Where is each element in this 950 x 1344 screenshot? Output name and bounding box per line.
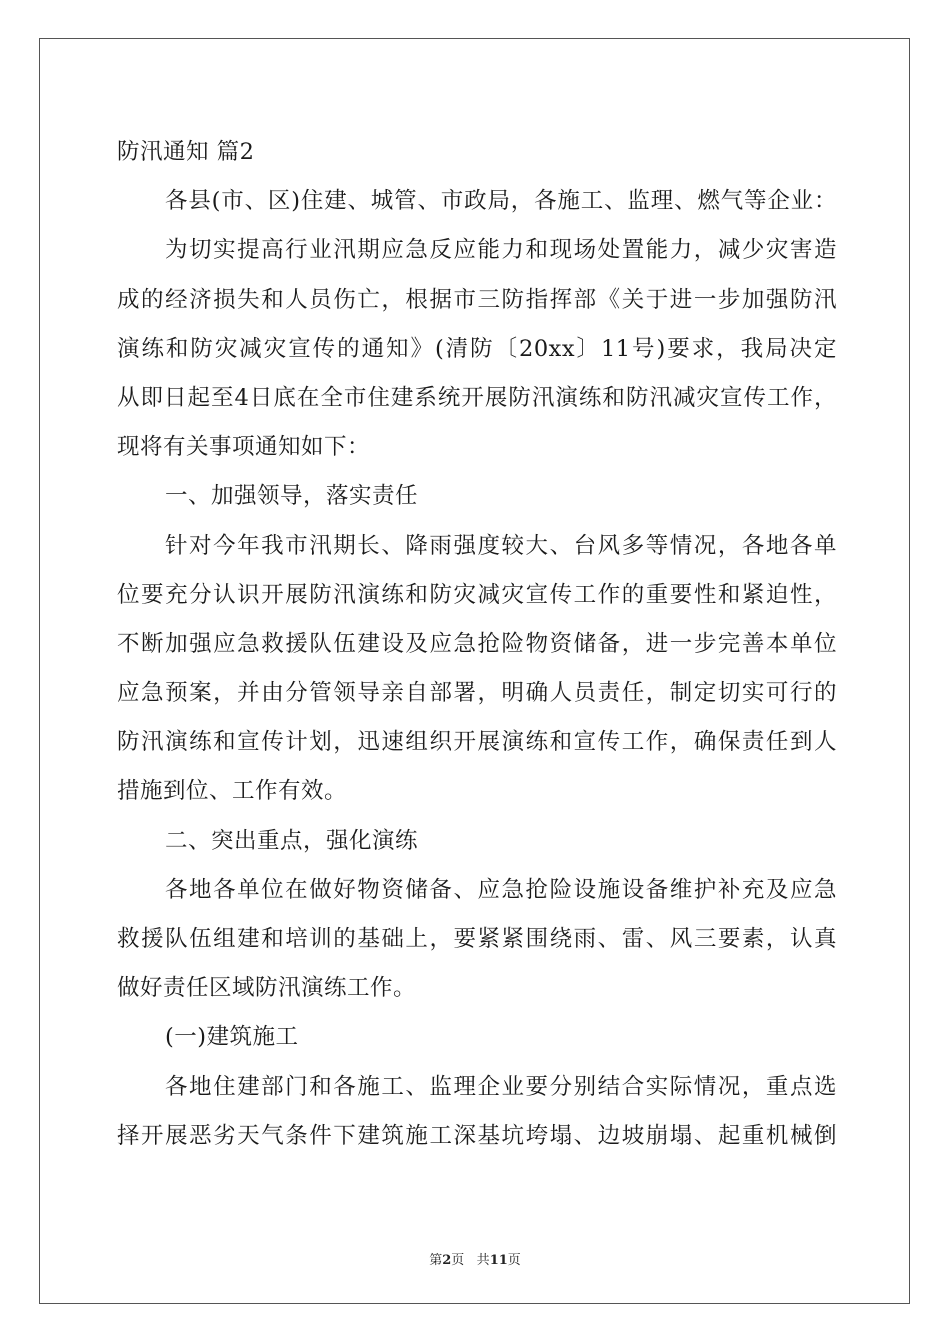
text-line: 成的经济损失和人员伤亡，根据市三防指挥部《关于进一步加强防汛	[117, 286, 837, 313]
text-line: 各地各单位在做好物资储备、应急抢险设施设备维护补充及应急	[165, 876, 837, 903]
text-line: 现将有关事项通知如下：	[117, 434, 371, 461]
paragraph-lines	[117, 177, 837, 1161]
text-line: 演练和防灾减灾宣传的通知》(清防〔20xx〕11号)要求，我局决定	[117, 335, 837, 362]
text-line: 防汛演练和宣传计划，迅速组织开展演练和宣传工作，确保责任到人	[117, 729, 837, 756]
text-line: 从即日起至4日底在全市住建系统开展防汛演练和防汛减灾宣传工作，	[117, 384, 837, 411]
document-title: 防汛通知 篇2	[117, 139, 255, 165]
footer-total-prefix: 共	[476, 1253, 490, 1268]
text-line: 应急预案，并由分管领导亲自部署，明确人员责任，制定切实可行的	[117, 680, 837, 707]
text-line: 针对今年我市汛期长、降雨强度较大、台风多等情况，各地各单	[165, 532, 837, 559]
text-line: 措施到位、工作有效。	[117, 778, 348, 805]
text-line: 二、突出重点，强化演练	[165, 827, 419, 854]
page-footer	[0, 1249, 950, 1268]
text-line: 择开展恶劣天气条件下建筑施工深基坑垮塌、边坡崩塌、起重机械倒	[117, 1122, 837, 1149]
text-line: 位要充分认识开展防汛演练和防灾减灾宣传工作的重要性和紧迫性，	[117, 581, 837, 608]
footer-page-prefix: 第	[429, 1253, 443, 1268]
text-line: 为切实提高行业汛期应急反应能力和现场处置能力，减少灾害造	[165, 237, 837, 264]
text-line: 各县(市、区)住建、城管、市政局，各施工、监理、燃气等企业：	[165, 188, 837, 215]
footer-page-suffix: 页	[451, 1253, 465, 1268]
footer-total-pages: 11	[489, 1253, 508, 1268]
text-line: 各地住建部门和各施工、监理企业要分别结合实际情况，重点选	[165, 1073, 837, 1100]
text-line: 不断加强应急救援队伍建设及应急抢险物资储备，进一步完善本单位	[117, 630, 837, 657]
footer-total-suffix: 页	[507, 1253, 521, 1268]
text-line: 做好责任区域防汛演练工作。	[117, 975, 417, 1002]
footer-page-number: 2	[442, 1253, 452, 1268]
text-line: 一、加强领导，落实责任	[165, 483, 419, 510]
text-line: 救援队伍组建和培训的基础上，要紧紧围绕雨、雷、风三要素，认真	[117, 926, 837, 952]
text-line: (一)建筑施工	[165, 1024, 299, 1051]
document-body	[117, 128, 837, 1161]
